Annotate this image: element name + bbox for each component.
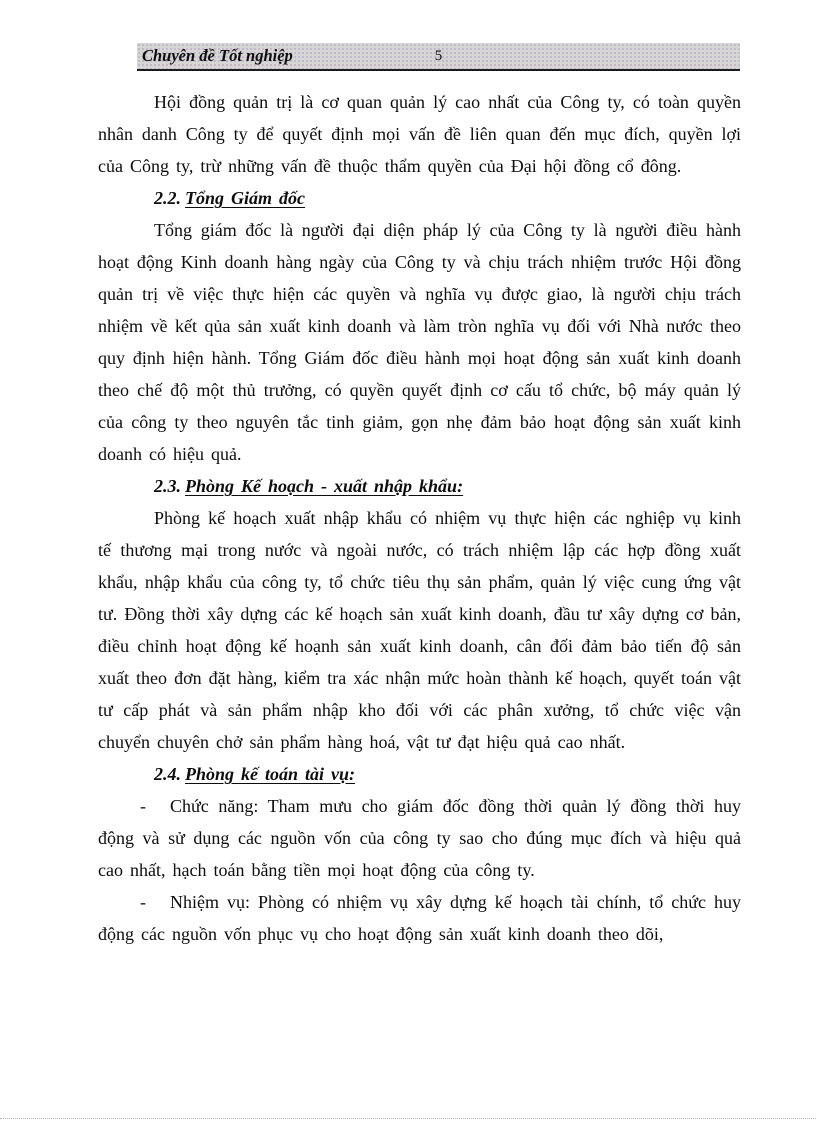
bullet-text: Nhiệm vụ: Phòng có nhiệm vụ xây dựng kế hoạch tài chính, tổ chức huy động các nguồn vốn phục vụ cho hoạt động sản xuất kinh doanh theo dõi, [98, 892, 741, 944]
bullet-text: Chức năng: Tham mưu cho giám đốc đồng thời quản lý đồng thời huy động và sử dụng các nguồn vốn của công ty sao cho đúng mục đích và hiệu quả cao nhất, hạch toán bằng tiền mọi hoạt động của công ty. [98, 796, 741, 880]
header-band [137, 43, 740, 71]
header-page-number: 5 [434, 47, 443, 64]
footer-rule [0, 1118, 816, 1119]
page-header [137, 43, 740, 71]
paragraph-board-of-directors: Hội đồng quản trị là cơ quan quản lý cao nhất của Công ty, có toàn quyền nhân danh Công ty để quyết định mọi vấn đề liên quan đến mục đích, quyền lợi của Công ty, trừ những vấn đề thuộc thẩm quyền của Đại hội đồng cổ đông. [98, 92, 741, 176]
list-item-function [98, 790, 741, 886]
bullet-dash: - [140, 796, 146, 816]
section-heading-2-4 [98, 758, 741, 790]
header-title: Chuyên đề Tốt nghiệp [142, 46, 293, 65]
section-heading-2-2 [98, 182, 741, 214]
heading-title: Tổng Giám đốc [185, 188, 305, 208]
paragraph-planning-import-export: Phòng kế hoạch xuất nhập khẩu có nhiệm vụ thực hiện các nghiệp vụ kinh tế thương mại trong nước và ngoài nước, có trách nhiệm lập các hợp đồng xuất khẩu, nhập khẩu của công ty, tổ chức tiêu thụ sản phẩm, quản lý việc cung ứng vật tư. Đồng thời xây dựng các kế hoạch sản xuất kinh doanh, đầu tư xây dựng cơ bản, điều chỉnh hoạt động kế hoạnh sản xuất kinh doanh, cân đối đảm bảo tiến độ sản xuất theo đơn đặt hàng, kiểm tra xác nhận mức hoàn thành kế hoạch, quyết toán vật tư cấp phát và sản phẩm nhập kho đối với các phân xưởng, tổ chức việc vận chuyển chuyên chở sản phẩm hàng hoá, vật tư đạt hiệu quả cao nhất. [98, 508, 741, 752]
section-heading-2-3 [98, 470, 741, 502]
heading-title: Phòng kế toán tài vụ: [185, 764, 356, 784]
paragraph-general-director: Tổng giám đốc là người đại diện pháp lý của Công ty là người điều hành hoạt động Kinh doanh hàng ngày của Công ty và chịu trách nhiệm trước Hội đồng quản trị về việc thực hiện các quyền và nghĩa vụ được giao, là người chịu trách nhiệm về kết qủa sản xuất kinh doanh và làm tròn nghĩa vụ đối với Nhà nước theo quy định hiện hành. Tổng Giám đốc điều hành mọi hoạt động sản xuất kinh doanh theo chế độ một thủ trưởng, có quyền quyết định cơ cấu tổ chức, bộ máy quản lý của công ty theo nguyên tắc tinh giảm, gọn nhẹ đảm bảo hoạt động sản xuất kinh doanh có hiệu quả. [98, 220, 741, 464]
heading-title: Phòng Kế hoạch - xuất nhập khẩu: [185, 476, 464, 496]
heading-number: 2.4. [154, 764, 181, 784]
list-item-duty [98, 886, 741, 950]
document-body [98, 86, 741, 950]
heading-number: 2.2. [154, 188, 181, 208]
bullet-dash: - [140, 892, 146, 912]
heading-number: 2.3. [154, 476, 181, 496]
